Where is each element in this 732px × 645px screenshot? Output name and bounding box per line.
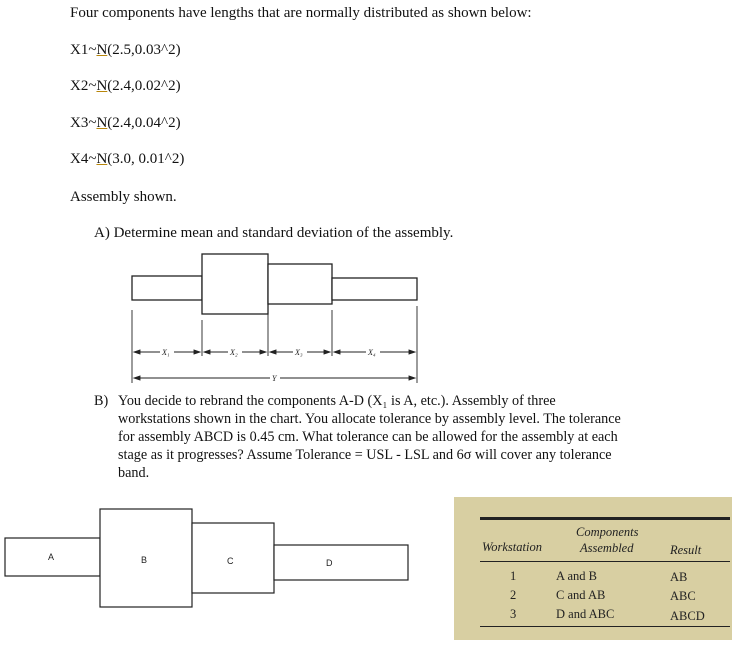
row-components: C and AB [556, 588, 606, 602]
header-result: Result [670, 543, 702, 557]
intro-text: Four components have lengths that are normally distributed as shown below: [70, 5, 532, 21]
question-b-line: workstations shown in the chart. You allocate tolerance by assembly level. The tolerance [118, 411, 621, 427]
row-result: ABC [670, 589, 696, 603]
component-var: X2~ [70, 78, 97, 94]
assembly-note: Assembly shown. [70, 189, 177, 205]
question-b-line: stage as it progresses? Assume Tolerance = USL - LSL and 6σ will cover any tolerance [118, 447, 612, 463]
header-components-line1: Components [576, 525, 639, 539]
row-ws: 1 [510, 569, 517, 583]
row-components: D and ABC [556, 607, 615, 621]
dist-name: N [96, 42, 108, 58]
rebranded-assembly-diagram [0, 505, 420, 625]
label-d: D [326, 558, 333, 568]
header-workstation: Workstation [482, 540, 542, 554]
dim-label-x2: X₂ [230, 348, 238, 357]
workstation-table [454, 497, 732, 640]
label-a: A [48, 552, 55, 562]
dim-label-y: Y [272, 374, 277, 383]
question-b-line: for assembly ABCD is 0.45 cm. What tolerance can be allowed for the assembly at each [118, 429, 618, 445]
dist-params: (3.0, 0.01^2) [107, 151, 185, 167]
question-b-line: band. [118, 465, 150, 481]
component-x3 [70, 114, 181, 132]
row-ws: 3 [510, 607, 517, 621]
question-b [94, 392, 694, 482]
component-x1 [70, 41, 181, 59]
question-a-text: Determine mean and standard deviation of the assembly. [113, 225, 454, 241]
dist-params: (2.4,0.02^2) [107, 78, 181, 94]
component-var: X1~ [70, 42, 97, 58]
component-var: X3~ [70, 115, 97, 131]
dist-name: N [96, 151, 108, 167]
question-b-line: You decide to rebrand the components A-D (X₁ is A, etc.). Assembly of three [118, 393, 556, 409]
dim-label-x3: X₃ [295, 348, 303, 357]
dist-name: N [96, 115, 108, 131]
label-c: C [227, 556, 234, 566]
component-block-x2 [202, 254, 268, 314]
dist-params: (2.5,0.03^2) [107, 42, 181, 58]
row-result: AB [670, 570, 688, 584]
dim-label-x4: X₄ [368, 348, 376, 357]
assembly-diagram [120, 248, 420, 388]
dist-name: N [96, 78, 108, 94]
question-a [94, 225, 453, 242]
component-d [274, 545, 408, 580]
component-var: X4~ [70, 151, 97, 167]
component-block-x3 [268, 264, 332, 304]
component-x2 [70, 77, 181, 95]
row-components: A and B [556, 569, 597, 583]
component-x4 [70, 150, 184, 168]
row-result: ABCD [670, 609, 705, 623]
dist-params: (2.4,0.04^2) [107, 115, 181, 131]
question-a-label: A) [94, 225, 110, 241]
row-ws: 2 [510, 588, 517, 602]
label-b: B [141, 555, 148, 565]
component-shaft-x1 [132, 276, 202, 300]
component-shaft-x4 [332, 278, 417, 300]
dim-label-x1: X₁ [162, 348, 170, 357]
question-b-label: B) [94, 393, 109, 409]
header-components-line2: Assembled [580, 541, 634, 555]
